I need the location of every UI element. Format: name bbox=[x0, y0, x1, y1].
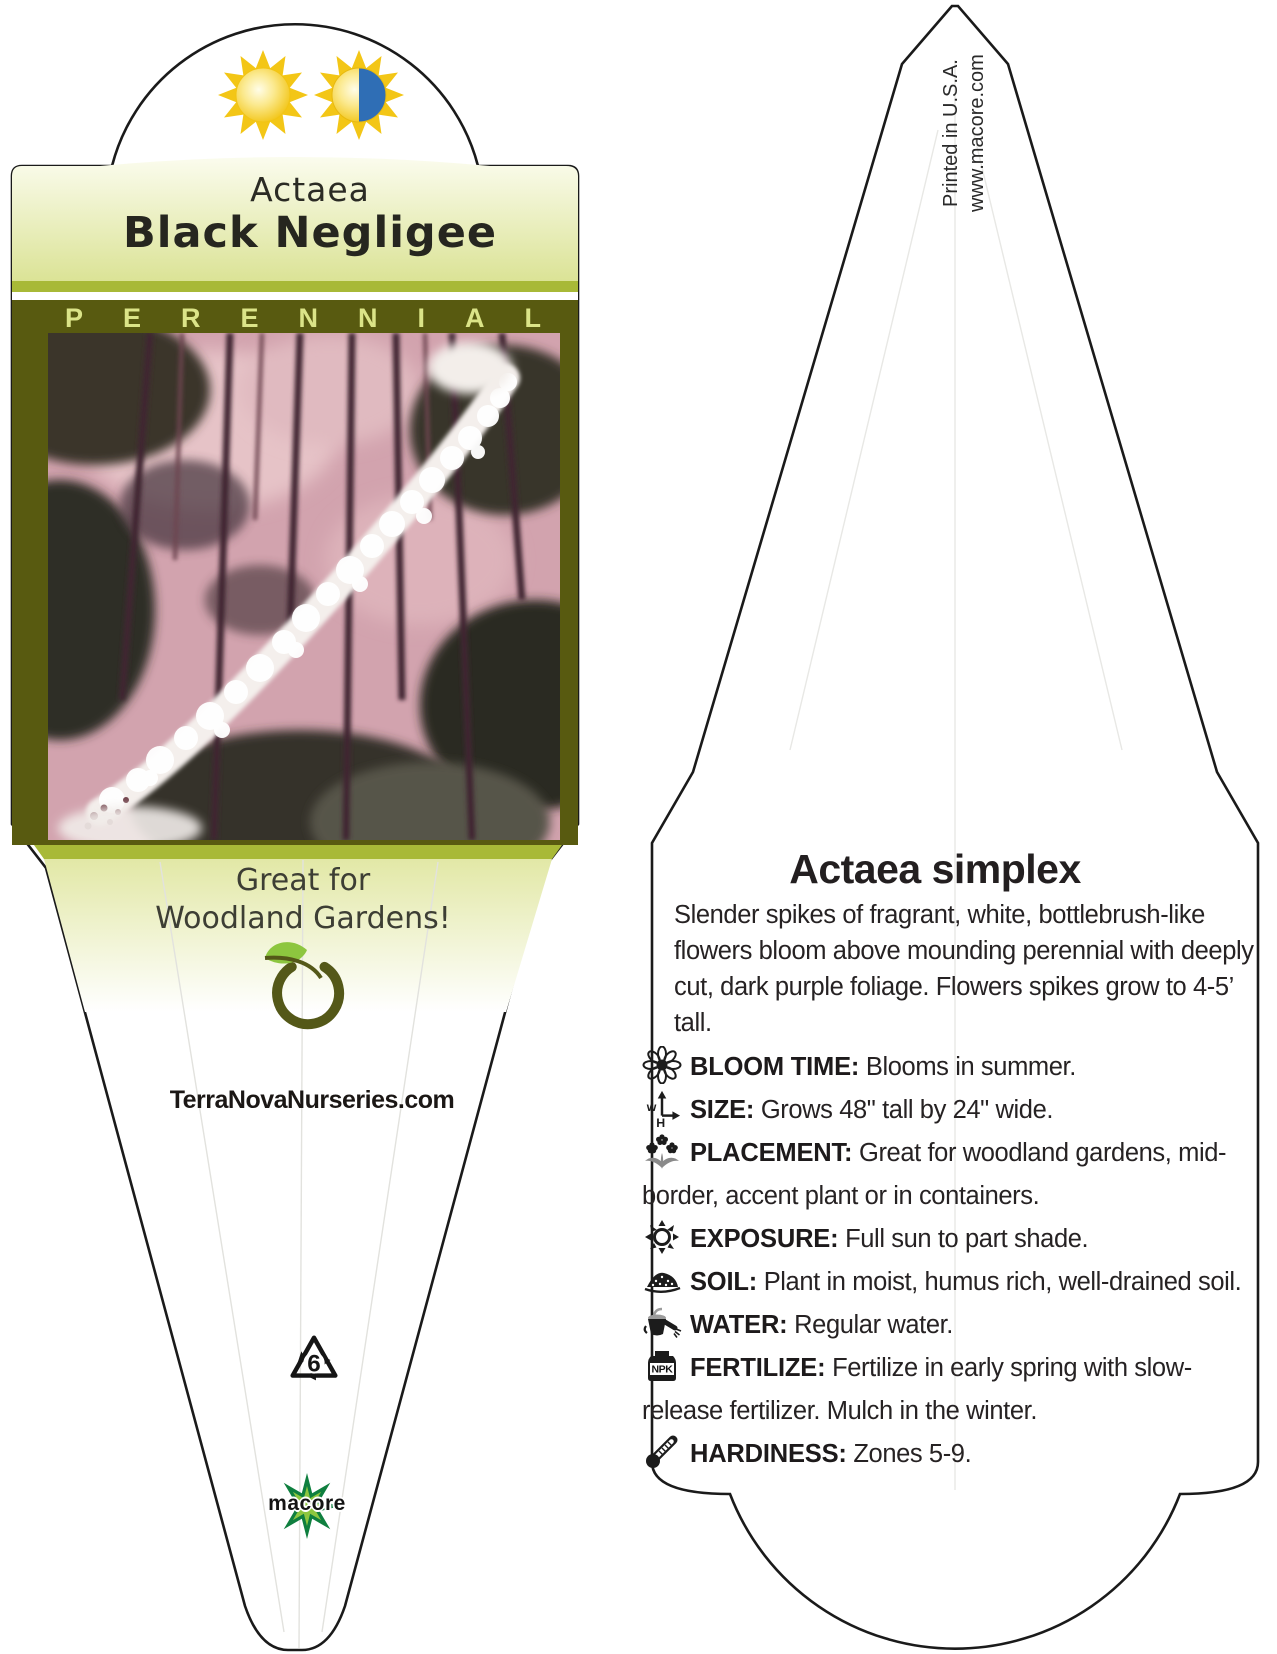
attribute-row-bloom-time bbox=[642, 1046, 1264, 1089]
attribute-value: Blooms in summer. bbox=[865, 1053, 1076, 1081]
attribute-row-fertilize bbox=[642, 1347, 1264, 1433]
plant-genus: Actaea bbox=[250, 170, 370, 209]
attribute-label: SIZE: bbox=[690, 1096, 755, 1124]
attribute-value: Zones 5-9. bbox=[853, 1440, 972, 1468]
svg-text:H: H bbox=[656, 1116, 665, 1127]
attribute-value: Great for woodland gardens, mid-border, accent plant or in containers. bbox=[642, 1139, 1227, 1210]
printed-in-text: Printed in U.S.A. bbox=[940, 59, 962, 207]
attribute-label: HARDINESS: bbox=[690, 1440, 847, 1468]
attribute-row-soil bbox=[642, 1261, 1264, 1304]
bloom-time-flower-icon bbox=[642, 1046, 682, 1084]
placement-flower-icon bbox=[642, 1132, 682, 1170]
attribute-value: Full sun to part shade. bbox=[845, 1225, 1089, 1253]
attribute-row-exposure bbox=[642, 1218, 1264, 1261]
full-sun-icon bbox=[216, 48, 310, 142]
attribute-row-size bbox=[642, 1089, 1264, 1132]
tagline-line1: Great for bbox=[235, 863, 371, 898]
attribute-label: FERTILIZE: bbox=[690, 1354, 826, 1382]
front-chartreuse-stripe bbox=[12, 281, 578, 292]
plant-description: Slender spikes of fragrant, white, bottlebrush-like flowers bloom above mounding perennial with deeply cut, dark purple foliage. Flowers spikes grow to 4-5’ tall. bbox=[674, 901, 1254, 1037]
recycle-6-icon bbox=[282, 1330, 346, 1392]
npk-fertilizer-icon bbox=[642, 1347, 682, 1385]
plant-photo bbox=[0, 315, 650, 882]
soil-pile-icon bbox=[642, 1261, 682, 1299]
attribute-label: EXPOSURE: bbox=[690, 1225, 839, 1253]
terranova-logo bbox=[255, 940, 351, 1040]
front-green-bar bbox=[34, 845, 562, 859]
size-dimensions-icon bbox=[642, 1089, 682, 1127]
attribute-value: Grows 48" tall by 24" wide. bbox=[760, 1096, 1054, 1124]
attribute-label: PLACEMENT: bbox=[690, 1139, 853, 1167]
part-shade-sun-icon bbox=[312, 48, 406, 142]
attribute-value: Fertilize in early spring with slow-release fertilizer. Mulch in the winter. bbox=[642, 1354, 1192, 1425]
attribute-label: SOIL: bbox=[690, 1268, 757, 1296]
botanical-name: Actaea simplex bbox=[789, 846, 1081, 892]
hardiness-thermometer-icon bbox=[642, 1433, 682, 1471]
attribute-value: Regular water. bbox=[794, 1311, 953, 1339]
category-banner: PERENNIAL bbox=[65, 303, 582, 333]
recycle-code: 6 bbox=[307, 1350, 321, 1378]
attribute-row-water bbox=[642, 1304, 1264, 1347]
attribute-label: BLOOM TIME: bbox=[690, 1053, 860, 1081]
plant-cultivar: Black Negligee bbox=[122, 208, 498, 258]
watering-can-icon bbox=[642, 1304, 682, 1342]
attribute-row-hardiness bbox=[642, 1433, 1264, 1476]
tagline bbox=[73, 862, 533, 938]
attribute-row-placement bbox=[642, 1132, 1264, 1218]
attribute-value: Plant in moist, humus rich, well-drained soil. bbox=[763, 1268, 1242, 1296]
tagline-line2: Woodland Gardens! bbox=[155, 901, 451, 936]
exposure-sun-icon bbox=[642, 1218, 682, 1256]
attribute-label: WATER: bbox=[690, 1311, 788, 1339]
front-white-gap bbox=[12, 292, 578, 301]
care-attributes-list bbox=[642, 1046, 1264, 1476]
svg-text:w: w bbox=[646, 1099, 657, 1114]
macore-url-text: www.macore.com bbox=[966, 54, 988, 212]
website-url: TerraNovaNurseries.com bbox=[169, 1086, 455, 1114]
svg-text:NPK: NPK bbox=[651, 1363, 673, 1376]
macore-brand-label: macore bbox=[268, 1492, 346, 1515]
